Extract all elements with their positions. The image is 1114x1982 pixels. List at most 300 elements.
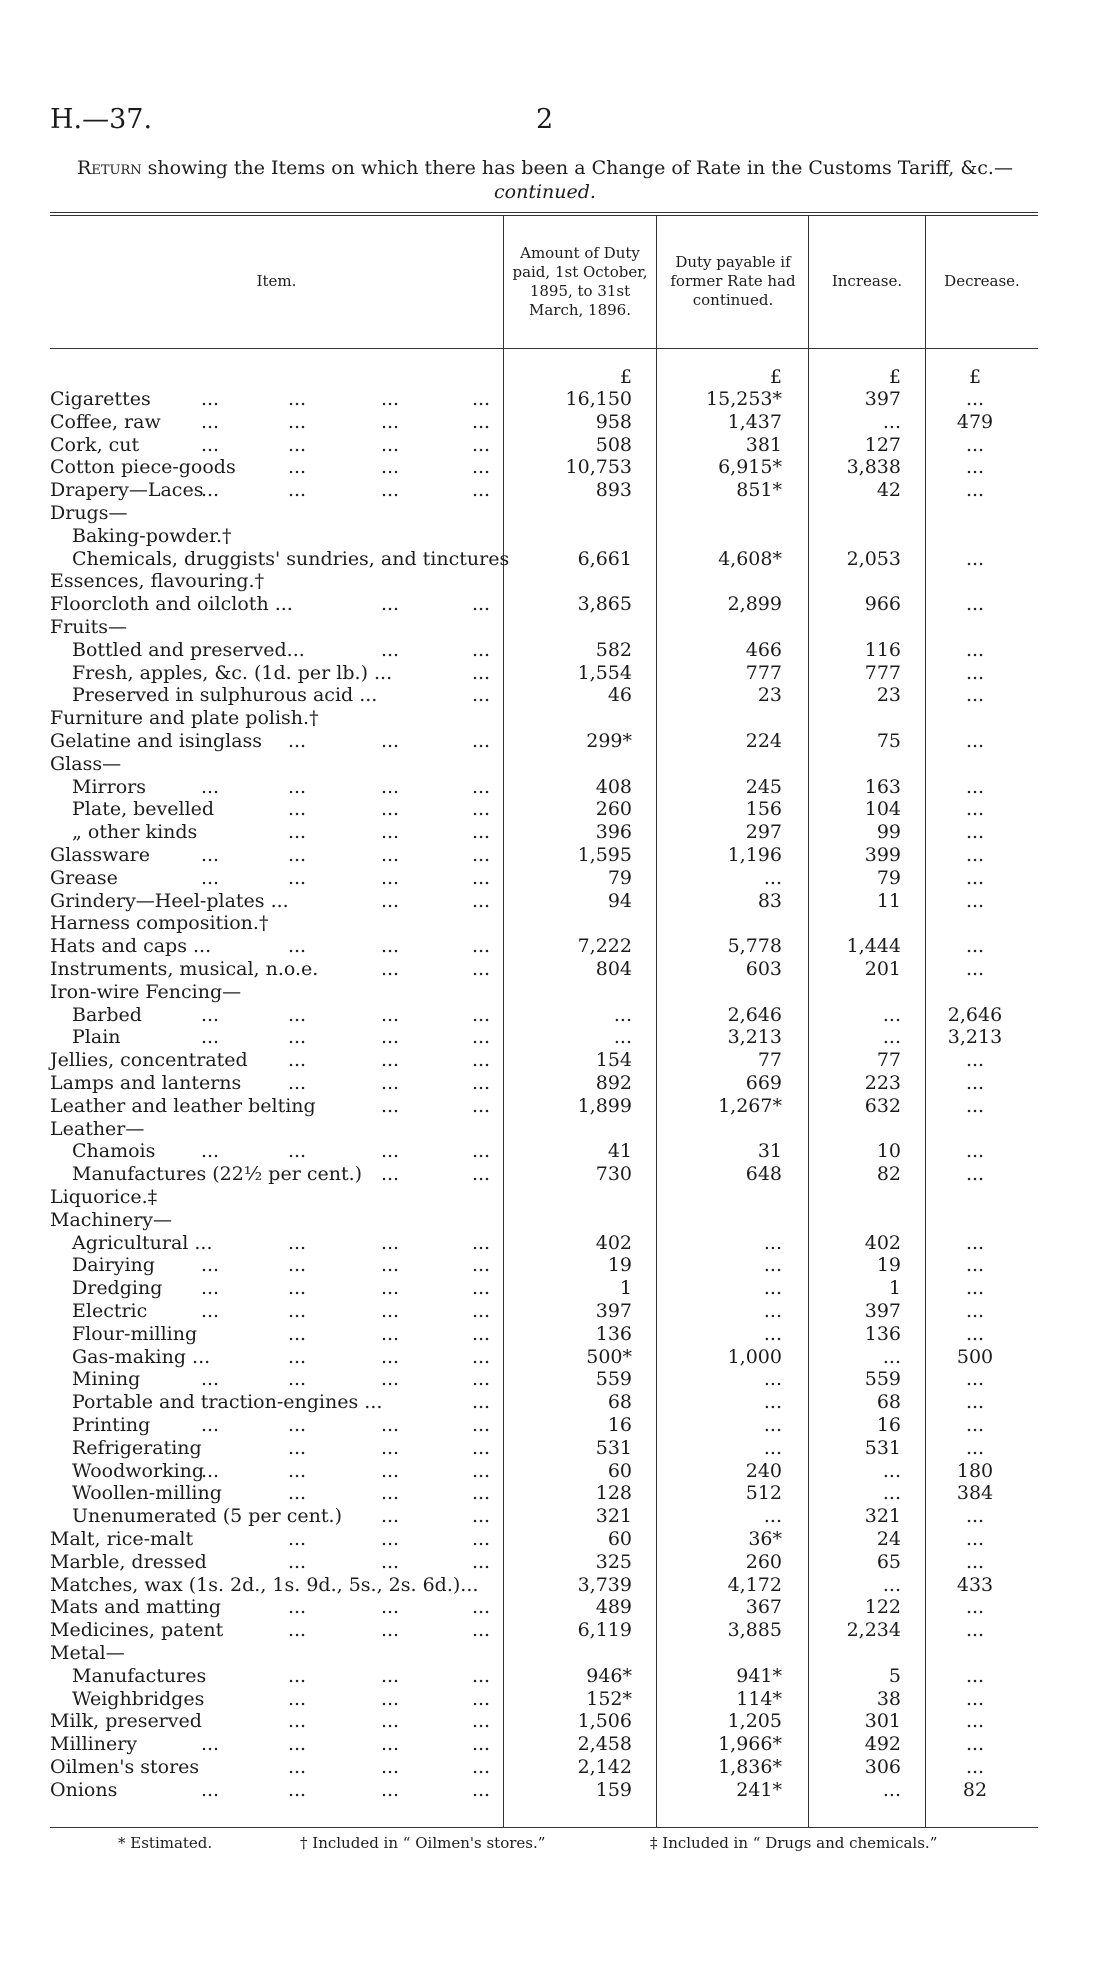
duty-payable-cell: 367 xyxy=(745,1596,782,1618)
column-header-duty-payable: Duty payable if former Rate had continued. xyxy=(670,253,796,309)
increase-cell: 19 xyxy=(876,1254,901,1276)
decrease-cell: ... xyxy=(965,1437,985,1459)
leader-dot: ... xyxy=(380,1140,400,1162)
leader-dots xyxy=(150,1095,494,1117)
increase-cell: 136 xyxy=(864,1323,901,1345)
table-row xyxy=(50,753,1038,775)
leader-dots xyxy=(150,639,494,661)
duty-payable-cell: 114* xyxy=(736,1688,782,1710)
leader-dot: ... xyxy=(380,1460,400,1482)
page-number: 2 xyxy=(536,104,554,135)
leader-dot: ... xyxy=(200,388,220,410)
decrease-cell: ... xyxy=(965,1619,985,1641)
amount-cell: 321 xyxy=(595,1505,632,1527)
leader-dot: ... xyxy=(380,1710,400,1732)
leader-dot: ... xyxy=(380,593,400,615)
leader-dot: ... xyxy=(471,456,491,478)
item-label: Lamps and lanterns xyxy=(50,1072,242,1094)
leader-dots xyxy=(150,730,494,752)
increase-cell: 65 xyxy=(876,1551,901,1573)
duty-payable-cell: 4,172 xyxy=(727,1574,782,1596)
leader-dot: ... xyxy=(200,1140,220,1162)
item-label: Cotton piece-goods xyxy=(50,456,236,478)
increase-cell: 2,053 xyxy=(846,548,901,570)
leader-dot: ... xyxy=(380,411,400,433)
leader-dot: ... xyxy=(471,1346,491,1368)
leader-dot: ... xyxy=(287,1528,307,1550)
amount-cell: 408 xyxy=(595,776,632,798)
decrease-cell: ... xyxy=(965,890,985,912)
item-label: Bottled and preserved... xyxy=(72,639,305,661)
duty-payable-cell: 777 xyxy=(745,662,782,684)
increase-cell: 321 xyxy=(864,1505,901,1527)
amount-cell: 1,506 xyxy=(577,1710,632,1732)
duty-payable-cell: 297 xyxy=(745,821,782,843)
leader-dots xyxy=(150,1596,494,1618)
item-label: Milk, preserved xyxy=(50,1710,202,1732)
leader-dots xyxy=(150,479,494,501)
decrease-cell: ... xyxy=(965,1232,985,1254)
item-label: Cork, cut xyxy=(50,434,140,456)
decrease-cell: ... xyxy=(965,1277,985,1299)
amount-cell: 260 xyxy=(595,798,632,820)
decrease-cell: ... xyxy=(965,1733,985,1755)
amount-cell: 1 xyxy=(619,1277,632,1299)
duty-payable-cell: 1,267* xyxy=(718,1095,782,1117)
increase-cell: 116 xyxy=(864,639,901,661)
duty-payable-cell: 466 xyxy=(745,639,782,661)
item-label: Barbed xyxy=(72,1004,142,1026)
leader-dots xyxy=(150,593,494,615)
decrease-cell: ... xyxy=(965,434,985,456)
amount-cell: 3,739 xyxy=(577,1574,632,1596)
increase-cell: 163 xyxy=(864,776,901,798)
leader-dot: ... xyxy=(287,1368,307,1390)
leader-dot: ... xyxy=(380,1596,400,1618)
leader-dot: ... xyxy=(287,776,307,798)
leader-dot: ... xyxy=(287,434,307,456)
leader-dots xyxy=(150,388,494,410)
duty-payable-cell: ... xyxy=(763,1254,782,1276)
duty-payable-cell: 2,646 xyxy=(727,1004,782,1026)
leader-dot: ... xyxy=(471,1026,491,1048)
leader-dot: ... xyxy=(471,798,491,820)
caption-text: showing the Items on which there has been a Change of Rate in the Customs Tariff, &c.— xyxy=(141,157,1013,179)
leader-dots xyxy=(150,890,494,912)
increase-cell: 223 xyxy=(864,1072,901,1094)
leader-dots xyxy=(150,844,494,866)
decrease-cell: ... xyxy=(965,1756,985,1778)
leader-dot: ... xyxy=(471,662,491,684)
leader-dots xyxy=(150,411,494,433)
item-label: Glassware xyxy=(50,844,151,866)
leader-dots xyxy=(150,1528,494,1550)
caption-lead: Return xyxy=(77,157,142,179)
amount-cell: 582 xyxy=(595,639,632,661)
item-label: Woodworking xyxy=(72,1460,205,1482)
leader-dot: ... xyxy=(380,1665,400,1687)
leader-dot: ... xyxy=(471,1551,491,1573)
leader-dot: ... xyxy=(471,1688,491,1710)
item-label: Mining xyxy=(72,1368,141,1390)
increase-cell: 82 xyxy=(876,1163,901,1185)
leader-dot: ... xyxy=(471,1368,491,1390)
leader-dot: ... xyxy=(471,1049,491,1071)
decrease-cell: ... xyxy=(965,593,985,615)
table-row xyxy=(50,1209,1038,1231)
leader-dots xyxy=(150,1437,494,1459)
item-label: Gelatine and isinglass xyxy=(50,730,263,752)
column-header-amount: Amount of Duty paid, 1st October, 1895, to 31st March, 1896. xyxy=(512,244,648,319)
amount-cell: 397 xyxy=(595,1300,632,1322)
duty-payable-cell: ... xyxy=(763,1391,782,1413)
item-label: Machinery— xyxy=(50,1209,173,1231)
decrease-cell: ... xyxy=(965,662,985,684)
leader-dots xyxy=(150,1414,494,1436)
amount-cell: 2,142 xyxy=(577,1756,632,1778)
duty-payable-cell: 240 xyxy=(745,1460,782,1482)
leader-dot: ... xyxy=(471,958,491,980)
decrease-cell: ... xyxy=(965,1505,985,1527)
leader-dot: ... xyxy=(287,867,307,889)
increase-cell: 99 xyxy=(876,821,901,843)
amount-cell: 559 xyxy=(595,1368,632,1390)
item-label: Dairying xyxy=(72,1254,155,1276)
leader-dot: ... xyxy=(200,1779,220,1801)
leader-dots xyxy=(150,1368,494,1390)
leader-dot: ... xyxy=(287,1733,307,1755)
leader-dots xyxy=(150,1004,494,1026)
item-label: Malt, rice-malt xyxy=(50,1528,194,1550)
item-label: Coffee, raw xyxy=(50,411,161,433)
amount-cell: 136 xyxy=(595,1323,632,1345)
duty-payable-cell: 241* xyxy=(736,1779,782,1801)
leader-dot: ... xyxy=(380,1254,400,1276)
increase-cell: 42 xyxy=(876,479,901,501)
leader-dot: ... xyxy=(380,1095,400,1117)
leader-dot: ... xyxy=(471,935,491,957)
leader-dot: ... xyxy=(380,798,400,820)
amount-cell: 2,458 xyxy=(577,1733,632,1755)
leader-dots xyxy=(150,958,494,980)
leader-dot: ... xyxy=(380,456,400,478)
leader-dot: ... xyxy=(380,1437,400,1459)
amount-cell: 1,595 xyxy=(577,844,632,866)
amount-cell: 79 xyxy=(607,867,632,889)
increase-cell: 127 xyxy=(864,434,901,456)
leader-dot: ... xyxy=(471,434,491,456)
increase-cell: 1,444 xyxy=(846,935,901,957)
leader-dot: ... xyxy=(287,1026,307,1048)
item-label: Baking-powder.† xyxy=(72,525,232,547)
leader-dots xyxy=(150,798,494,820)
increase-cell: 777 xyxy=(864,662,901,684)
decrease-cell: ... xyxy=(965,1596,985,1618)
table-row xyxy=(50,1118,1038,1140)
decrease-cell: ... xyxy=(965,1414,985,1436)
increase-cell: ... xyxy=(882,1004,901,1026)
leader-dot: ... xyxy=(287,1756,307,1778)
leader-dot: ... xyxy=(287,844,307,866)
leader-dot: ... xyxy=(200,776,220,798)
leader-dot: ... xyxy=(380,1277,400,1299)
leader-dot: ... xyxy=(380,1756,400,1778)
duty-payable-cell: 381 xyxy=(745,434,782,456)
leader-dots xyxy=(150,935,494,957)
leader-dot: ... xyxy=(287,1004,307,1026)
item-label: Metal— xyxy=(50,1642,125,1664)
decrease-cell: ... xyxy=(965,867,985,889)
leader-dot: ... xyxy=(471,1095,491,1117)
duty-payable-cell: 31 xyxy=(757,1140,782,1162)
table-row xyxy=(50,616,1038,638)
leader-dot: ... xyxy=(200,1368,220,1390)
leader-dots xyxy=(150,1619,494,1641)
decrease-cell: ... xyxy=(965,1391,985,1413)
column-header-item: Item. xyxy=(256,272,297,290)
leader-dot: ... xyxy=(287,1688,307,1710)
leader-dot: ... xyxy=(200,434,220,456)
increase-cell: 402 xyxy=(864,1232,901,1254)
item-label: Plain xyxy=(72,1026,121,1048)
duty-payable-cell: 6,915* xyxy=(718,456,782,478)
leader-dot: ... xyxy=(287,1140,307,1162)
decrease-cell: ... xyxy=(965,684,985,706)
leader-dot: ... xyxy=(380,844,400,866)
leader-dot: ... xyxy=(287,1619,307,1641)
duty-payable-cell: 15,253* xyxy=(706,388,782,410)
decrease-cell: ... xyxy=(965,1528,985,1550)
duty-payable-cell: 3,213 xyxy=(727,1026,782,1048)
duty-payable-cell: 1,196 xyxy=(727,844,782,866)
decrease-cell: ... xyxy=(965,798,985,820)
leader-dot: ... xyxy=(471,1163,491,1185)
leader-dot: ... xyxy=(380,1323,400,1345)
increase-cell: 104 xyxy=(864,798,901,820)
leader-dot: ... xyxy=(471,1505,491,1527)
increase-cell: 301 xyxy=(864,1710,901,1732)
column-header-increase: Increase. xyxy=(831,272,903,290)
duty-payable-cell: 669 xyxy=(745,1072,782,1094)
leader-dots xyxy=(150,434,494,456)
duty-payable-cell: 1,000 xyxy=(727,1346,782,1368)
leader-dot: ... xyxy=(471,593,491,615)
leader-dot: ... xyxy=(200,1414,220,1436)
increase-cell: 1 xyxy=(888,1277,901,1299)
leader-dot: ... xyxy=(471,1254,491,1276)
duty-payable-cell: 3,885 xyxy=(727,1619,782,1641)
amount-cell: 7,222 xyxy=(577,935,632,957)
leader-dot: ... xyxy=(380,1482,400,1504)
decrease-cell: ... xyxy=(965,1163,985,1185)
increase-cell: 531 xyxy=(864,1437,901,1459)
increase-cell: 2,234 xyxy=(846,1619,901,1641)
item-label: Plate, bevelled xyxy=(72,798,215,820)
leader-dots xyxy=(150,1049,494,1071)
leader-dot: ... xyxy=(200,844,220,866)
leader-dots xyxy=(150,1756,494,1778)
leader-dots xyxy=(150,867,494,889)
leader-dot: ... xyxy=(380,1072,400,1094)
increase-cell: 79 xyxy=(876,867,901,889)
leader-dot: ... xyxy=(287,1254,307,1276)
leader-dot: ... xyxy=(287,821,307,843)
leader-dot: ... xyxy=(471,1414,491,1436)
duty-payable-cell: ... xyxy=(763,1368,782,1390)
increase-cell: 399 xyxy=(864,844,901,866)
leader-dot: ... xyxy=(471,1300,491,1322)
item-label: Essences, flavouring.† xyxy=(50,570,265,592)
leader-dot: ... xyxy=(471,1710,491,1732)
item-label: Dredging xyxy=(72,1277,163,1299)
increase-cell: ... xyxy=(882,411,901,433)
duty-payable-cell: 2,899 xyxy=(727,593,782,615)
decrease-cell: 3,213 xyxy=(947,1026,1003,1048)
leader-dots xyxy=(150,456,494,478)
decrease-cell: 82 xyxy=(962,1779,988,1801)
item-label: Marble, dressed xyxy=(50,1551,207,1573)
leader-dot: ... xyxy=(287,1460,307,1482)
leader-dot: ... xyxy=(471,1323,491,1345)
duty-payable-cell: 851* xyxy=(736,479,782,501)
amount-cell: 500* xyxy=(586,1346,632,1368)
duty-payable-cell: ... xyxy=(763,1437,782,1459)
leader-dot: ... xyxy=(471,821,491,843)
item-label: Hats and caps ... xyxy=(50,935,212,957)
leader-dot: ... xyxy=(471,1619,491,1641)
amount-cell: 892 xyxy=(595,1072,632,1094)
increase-cell: 75 xyxy=(876,730,901,752)
decrease-cell: 500 xyxy=(956,1346,994,1368)
leader-dots xyxy=(150,1323,494,1345)
amount-cell: 396 xyxy=(595,821,632,843)
leader-dot: ... xyxy=(471,1072,491,1094)
leader-dots xyxy=(150,1710,494,1732)
leader-dot: ... xyxy=(287,1049,307,1071)
item-label: Oilmen's stores xyxy=(50,1756,200,1778)
leader-dot: ... xyxy=(287,1665,307,1687)
duty-payable-cell: ... xyxy=(763,867,782,889)
item-label: Floorcloth and oilcloth ... xyxy=(50,593,293,615)
leader-dots xyxy=(150,1460,494,1482)
leader-dot: ... xyxy=(471,684,491,706)
duty-payable-cell: 224 xyxy=(745,730,782,752)
increase-cell: 38 xyxy=(876,1688,901,1710)
leader-dot: ... xyxy=(471,411,491,433)
footnote-estimated: * Estimated. xyxy=(118,1834,213,1852)
leader-dot: ... xyxy=(380,821,400,843)
leader-dot: ... xyxy=(471,1528,491,1550)
leader-dots xyxy=(150,1733,494,1755)
leader-dot: ... xyxy=(380,1300,400,1322)
amount-cell: 41 xyxy=(607,1140,632,1162)
table-row xyxy=(50,502,1038,524)
leader-dots xyxy=(150,1277,494,1299)
leader-dots xyxy=(150,662,494,684)
leader-dot: ... xyxy=(471,890,491,912)
decrease-cell: ... xyxy=(965,1710,985,1732)
item-label: Preserved in sulphurous acid ... xyxy=(72,684,378,706)
item-label: Mats and matting xyxy=(50,1596,222,1618)
decrease-cell: 180 xyxy=(956,1460,994,1482)
leader-dot: ... xyxy=(200,1733,220,1755)
amount-cell: 10,753 xyxy=(565,456,632,478)
leader-dot: ... xyxy=(380,1528,400,1550)
amount-cell: 60 xyxy=(607,1460,632,1482)
leader-dot: ... xyxy=(380,935,400,957)
duty-payable-cell: ... xyxy=(763,1232,782,1254)
duty-payable-cell: 260 xyxy=(745,1551,782,1573)
item-label: Gas-making ... xyxy=(72,1346,211,1368)
leader-dot: ... xyxy=(380,388,400,410)
leader-dot: ... xyxy=(471,844,491,866)
leader-dot: ... xyxy=(200,1026,220,1048)
leader-dot: ... xyxy=(380,1551,400,1573)
leader-dot: ... xyxy=(380,1163,400,1185)
leader-dot: ... xyxy=(287,479,307,501)
amount-cell: 946* xyxy=(586,1665,632,1687)
increase-cell: 201 xyxy=(864,958,901,980)
leader-dot: ... xyxy=(380,1688,400,1710)
decrease-cell: ... xyxy=(965,1049,985,1071)
decrease-cell: ... xyxy=(965,388,985,410)
item-label: Drugs— xyxy=(50,502,128,524)
currency-symbol: £ xyxy=(968,366,982,388)
leader-dot: ... xyxy=(471,1004,491,1026)
leader-dot: ... xyxy=(200,1254,220,1276)
decrease-cell: ... xyxy=(965,958,985,980)
decrease-cell: 2,646 xyxy=(947,1004,1003,1026)
decrease-cell: ... xyxy=(965,1072,985,1094)
item-label: Portable and traction-engines ... xyxy=(72,1391,383,1413)
item-label: Medicines, patent xyxy=(50,1619,224,1641)
decrease-cell: ... xyxy=(965,935,985,957)
duty-payable-cell: 5,778 xyxy=(727,935,782,957)
decrease-cell: ... xyxy=(965,1300,985,1322)
increase-cell: 3,838 xyxy=(846,456,901,478)
leader-dots xyxy=(150,1026,494,1048)
footnote-oilmen: † Included in “ Oilmen's stores.” xyxy=(300,1834,546,1852)
leader-dot: ... xyxy=(287,1551,307,1573)
amount-cell: 489 xyxy=(595,1596,632,1618)
amount-cell: 1,554 xyxy=(577,662,632,684)
leader-dots xyxy=(150,776,494,798)
leader-dot: ... xyxy=(380,958,400,980)
leader-dot: ... xyxy=(380,1414,400,1436)
amount-cell: ... xyxy=(613,1026,632,1048)
leader-dots xyxy=(150,1505,494,1527)
leader-dot: ... xyxy=(287,456,307,478)
leader-dot: ... xyxy=(287,730,307,752)
amount-cell: 3,865 xyxy=(577,593,632,615)
leader-dot: ... xyxy=(380,1049,400,1071)
footnote-drugs: ‡ Included in “ Drugs and chemicals.” xyxy=(650,1834,938,1852)
decrease-cell: ... xyxy=(965,1254,985,1276)
item-label: Instruments, musical, n.o.e. xyxy=(50,958,319,980)
item-label: Harness composition.† xyxy=(50,912,269,934)
amount-cell: 154 xyxy=(595,1049,632,1071)
leader-dot: ... xyxy=(287,1072,307,1094)
leader-dot: ... xyxy=(380,479,400,501)
item-label: Fruits— xyxy=(50,616,127,638)
amount-cell: 46 xyxy=(607,684,632,706)
leader-dot: ... xyxy=(287,1300,307,1322)
leader-dots xyxy=(150,684,494,706)
amount-cell: 152* xyxy=(586,1688,632,1710)
leader-dot: ... xyxy=(471,479,491,501)
leader-dot: ... xyxy=(200,411,220,433)
leader-dot: ... xyxy=(287,1323,307,1345)
